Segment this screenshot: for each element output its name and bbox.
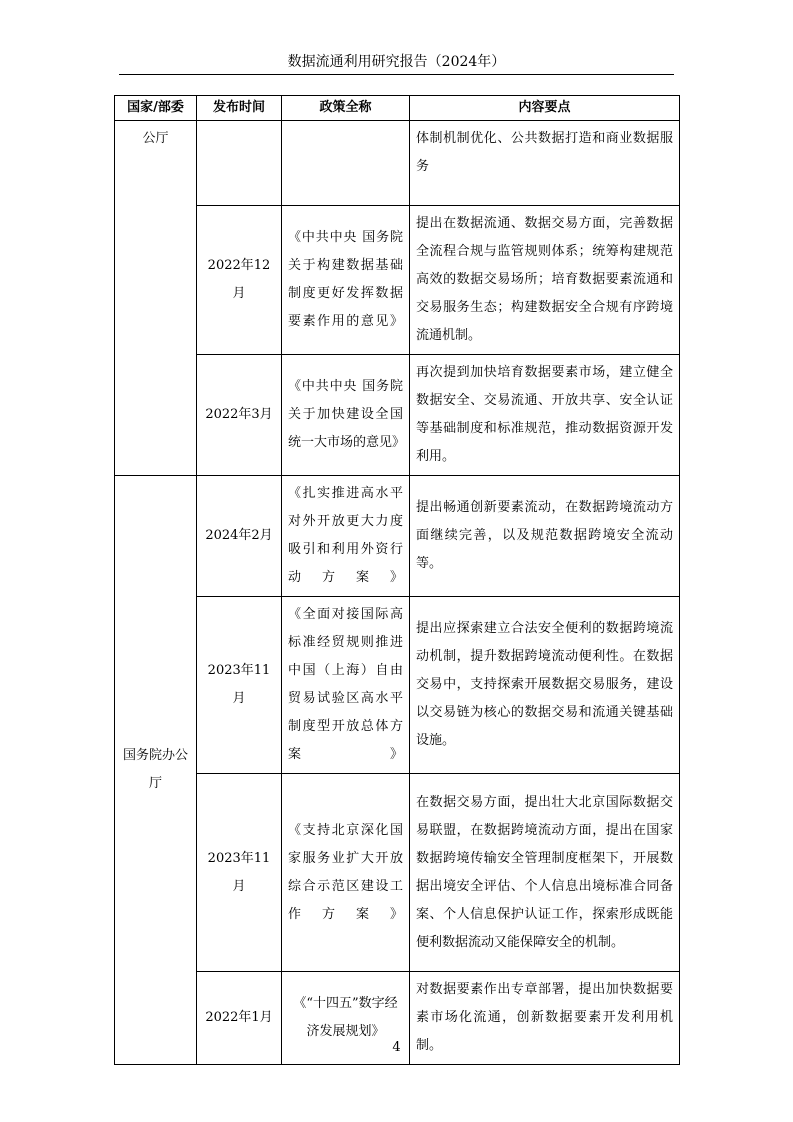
dept-cell: 国务院办公厅 bbox=[115, 476, 197, 1065]
date-cell bbox=[197, 121, 282, 206]
policy-name-cell: 《中共中央 国务院关于构建数据基础制度更好发挥数据要素作用的意见》 bbox=[282, 206, 410, 355]
policy-name-cell: 《中共中央 国务院关于加快建设全国统一大市场的意见》 bbox=[282, 355, 410, 476]
content-cell: 对数据要素作出专章部署，提出加快数据要素市场化流通，创新数据要素开发利用机制。 bbox=[410, 972, 680, 1065]
content-cell: 体制机制优化、公共数据打造和商业数据服务 bbox=[410, 121, 680, 206]
date-cell: 2024年2月 bbox=[197, 476, 282, 597]
policy-name-cell: 《“十四五”数字经济发展规划》 bbox=[282, 972, 410, 1065]
date-cell: 2022年3月 bbox=[197, 355, 282, 476]
content-cell: 再次提到加快培育数据要素市场，建立健全数据安全、交易流通、开放共享、安全认证等基础制度和标准规范，推动数据资源开发利用。 bbox=[410, 355, 680, 476]
column-header-content: 内容要点 bbox=[410, 96, 680, 121]
date-cell: 2022年1月 bbox=[197, 972, 282, 1065]
content-cell: 在数据交易方面，提出壮大北京国际数据交易联盟，在数据跨境流动方面，提出在国家数据跨境传输安全管理制度框架下，开展数据出境安全评估、个人信息出境标准合同备案、个人信息保护认证工作，探索形成既能便利数据流动又能保障安全的机制。 bbox=[410, 774, 680, 972]
policy-table bbox=[114, 95, 680, 1065]
column-header-dept: 国家/部委 bbox=[115, 96, 197, 121]
policy-name-cell: 《全面对接国际高标准经贸规则推进中国（上海）自由贸易试验区高水平制度型开放总体方案》 bbox=[282, 597, 410, 774]
content-cell: 提出应探索建立合法安全便利的数据跨境流动机制，提升数据跨境流动便利性。在数据交易中，支持探索开展数据交易服务，建设以交易链为核心的数据交易和流通关键基础设施。 bbox=[410, 597, 680, 774]
page-number: 4 bbox=[392, 1040, 401, 1055]
policy-name-cell: 《扎实推进高水平对外开放更大力度吸引和利用外资行动方案》 bbox=[282, 476, 410, 597]
policy-name-cell: 《支持北京深化国家服务业扩大开放综合示范区建设工作方案》 bbox=[282, 774, 410, 972]
dept-cell: 公厅 bbox=[115, 121, 197, 476]
date-cell: 2023年11月 bbox=[197, 597, 282, 774]
content-cell: 提出畅通创新要素流动，在数据跨境流动方面继续完善，以及规范数据跨境安全流动等。 bbox=[410, 476, 680, 597]
date-cell: 2022年12月 bbox=[197, 206, 282, 355]
table-row bbox=[115, 206, 680, 355]
table-row bbox=[115, 774, 680, 972]
column-header-name: 政策全称 bbox=[282, 96, 410, 121]
content-cell: 提出在数据流通、数据交易方面，完善数据全流程合规与监管规则体系；统筹构建规范高效的数据交易场所；培育数据要素流通和交易服务生态；构建数据安全合规有序跨境流通机制。 bbox=[410, 206, 680, 355]
table-row bbox=[115, 355, 680, 476]
table-row bbox=[115, 121, 680, 206]
table-header-row bbox=[115, 96, 680, 121]
table-row bbox=[115, 597, 680, 774]
date-cell: 2023年11月 bbox=[197, 774, 282, 972]
column-header-date: 发布时间 bbox=[197, 96, 282, 121]
table-row bbox=[115, 476, 680, 597]
policy-name-cell bbox=[282, 121, 410, 206]
running-header: 数据流通利用研究报告（2024年） bbox=[119, 50, 674, 75]
